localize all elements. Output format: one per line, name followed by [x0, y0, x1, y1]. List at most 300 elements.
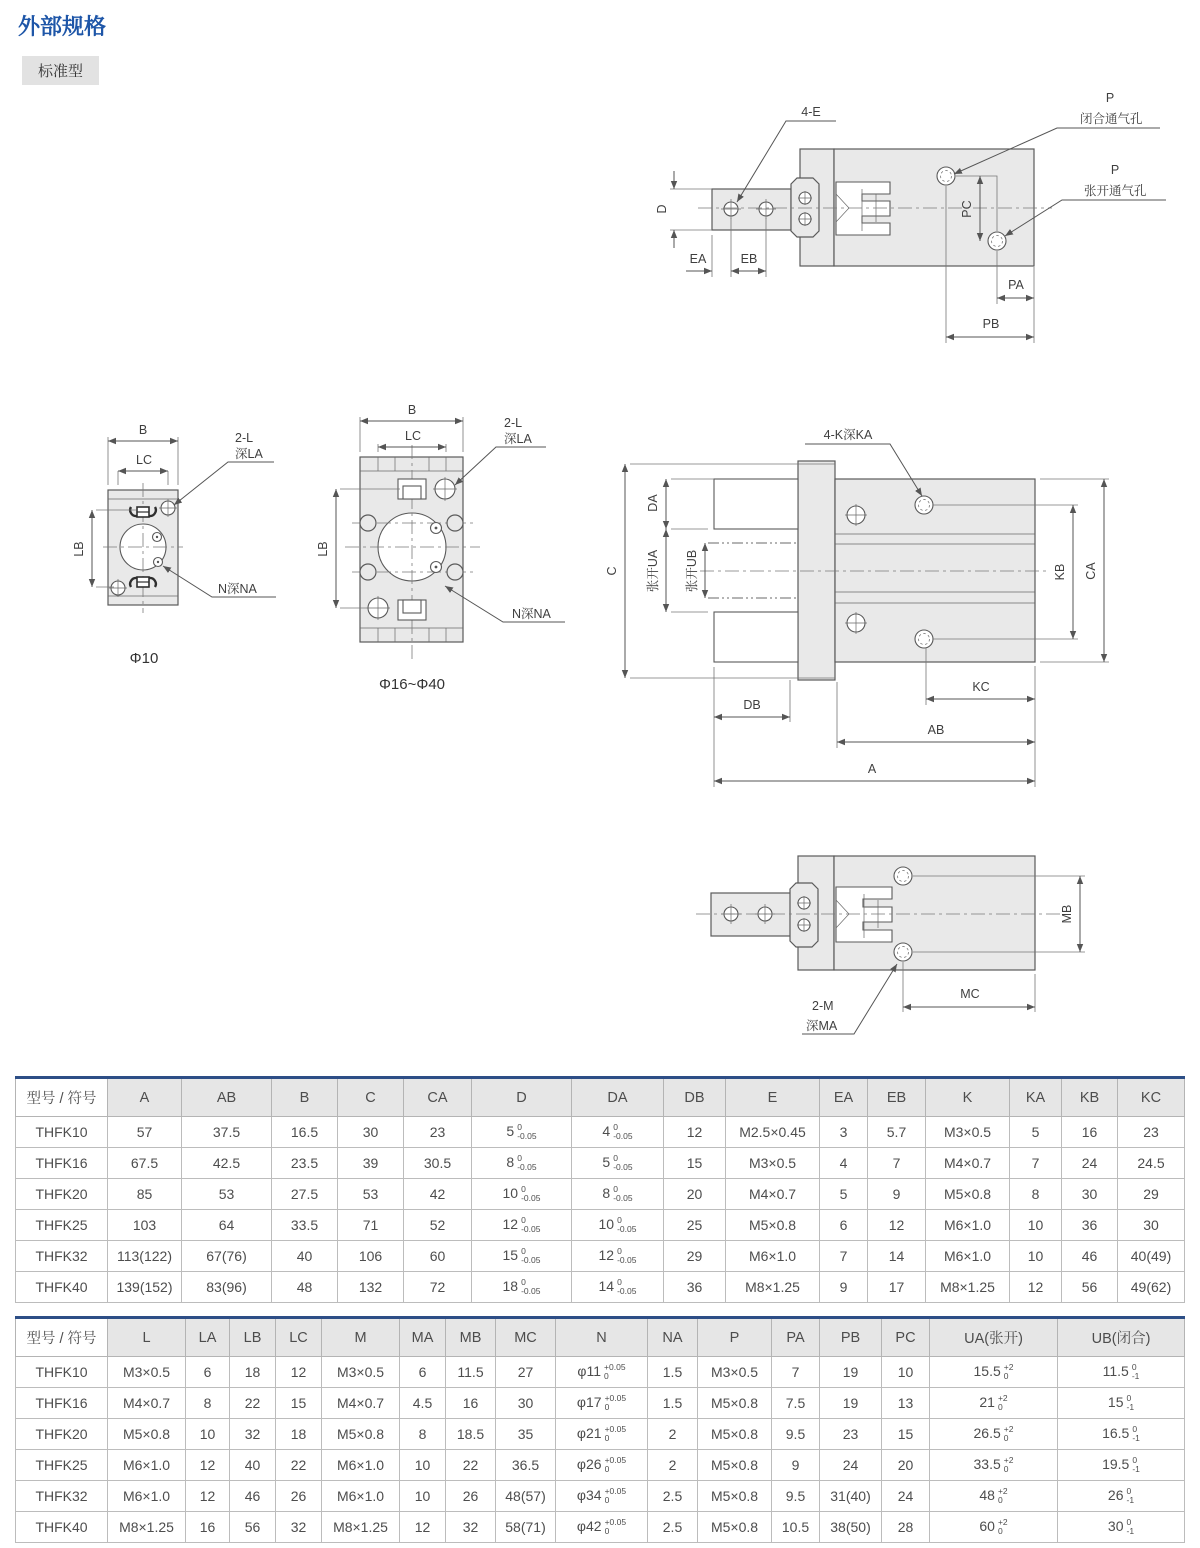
value-cell: M6×1.0	[108, 1450, 186, 1481]
value-cell: 15 0 -0.05	[472, 1241, 572, 1272]
table-header-row	[16, 1318, 1185, 1357]
value-cell: M4×0.7	[322, 1388, 400, 1419]
value-cell: 8 0 -0.05	[572, 1179, 664, 1210]
value-cell: 36	[1062, 1210, 1118, 1241]
value-cell: 30	[1118, 1210, 1185, 1241]
value-cell: 5 0 -0.05	[572, 1148, 664, 1179]
value-cell: M8×1.25	[108, 1512, 186, 1543]
value-cell: 5.7	[868, 1117, 926, 1148]
dim-label-a: A	[867, 762, 877, 776]
value-cell: 20	[664, 1179, 726, 1210]
value-cell: M6×1.0	[726, 1241, 820, 1272]
dim-label-lc: LC	[405, 429, 421, 443]
column-header: N	[556, 1318, 648, 1357]
value-cell: 42	[404, 1179, 472, 1210]
value-cell: 6	[186, 1357, 230, 1388]
value-cell: 12	[276, 1357, 322, 1388]
value-cell: 30	[496, 1388, 556, 1419]
value-cell: 49(62)	[1118, 1272, 1185, 1303]
value-cell: 22	[446, 1450, 496, 1481]
column-header: NA	[648, 1318, 698, 1357]
drawing-front-view-phi10	[60, 415, 280, 685]
value-cell: 32	[230, 1419, 276, 1450]
label-2l-depth: 深LA	[504, 432, 532, 446]
value-cell: 10	[400, 1481, 446, 1512]
value-cell: φ17 +0.05 0	[556, 1388, 648, 1419]
value-cell: 16	[446, 1388, 496, 1419]
value-cell: 30	[338, 1117, 404, 1148]
value-cell: 36.5	[496, 1450, 556, 1481]
dim-label-lb: LB	[72, 541, 86, 557]
column-header: UA(张开)	[930, 1318, 1058, 1357]
tolerance: 0 -1	[1126, 1393, 1135, 1413]
value-cell: M3×0.5	[726, 1148, 820, 1179]
value-cell: 1.5	[648, 1357, 698, 1388]
column-header: C	[338, 1078, 404, 1117]
tolerance: +0.05 0	[604, 1486, 627, 1506]
dim-label-d: D	[655, 204, 669, 214]
value-cell: 56	[230, 1512, 276, 1543]
value-cell: 12	[868, 1210, 926, 1241]
column-header: D	[472, 1078, 572, 1117]
value-cell: 23	[1118, 1117, 1185, 1148]
drawing-bottom-side-view	[640, 840, 1100, 1045]
value-cell: 19	[820, 1357, 882, 1388]
value-cell: 64	[182, 1210, 272, 1241]
column-header: M	[322, 1318, 400, 1357]
tolerance: 0 -0.05	[617, 1215, 637, 1235]
value-cell: 11.5	[446, 1357, 496, 1388]
dim-label-b: B	[407, 403, 417, 417]
value-cell: M5×0.8	[698, 1512, 772, 1543]
value-cell: M5×0.8	[698, 1419, 772, 1450]
value-cell: 10	[400, 1450, 446, 1481]
tolerance: +2 0	[1003, 1455, 1014, 1475]
caption-phi10: Φ10	[129, 650, 159, 667]
tolerance: +0.05 0	[604, 1393, 627, 1413]
value-cell: 53	[338, 1179, 404, 1210]
value-cell: 67.5	[108, 1148, 182, 1179]
value-cell: 12	[186, 1450, 230, 1481]
tolerance: 0 -1	[1131, 1362, 1140, 1382]
dimension-table-2	[15, 1316, 1185, 1543]
value-cell: 10	[186, 1419, 230, 1450]
value-cell: 106	[338, 1241, 404, 1272]
value-cell: 24	[820, 1450, 882, 1481]
value-cell: 103	[108, 1210, 182, 1241]
model-cell: THFK40	[16, 1272, 108, 1303]
value-cell: 72	[404, 1272, 472, 1303]
value-cell: 16	[1062, 1117, 1118, 1148]
dim-label-ab: AB	[927, 723, 945, 737]
value-cell: M8×1.25	[926, 1272, 1010, 1303]
model-cell: THFK20	[16, 1419, 108, 1450]
table-row	[16, 1272, 1185, 1303]
value-cell: 12	[186, 1481, 230, 1512]
value-cell: φ26 +0.05 0	[556, 1450, 648, 1481]
value-cell: 67(76)	[182, 1241, 272, 1272]
value-cell: 71	[338, 1210, 404, 1241]
value-cell: 18.5	[446, 1419, 496, 1450]
value-cell: 32	[446, 1512, 496, 1543]
dim-label-ub: 张开UB	[685, 549, 699, 593]
tolerance: +0.05 0	[604, 1424, 627, 1444]
value-cell: 7	[820, 1241, 868, 1272]
value-cell: 4.5	[400, 1388, 446, 1419]
value-cell: 14 0 -0.05	[572, 1272, 664, 1303]
dim-label-pc: PC	[960, 200, 974, 218]
value-cell: M5×0.8	[698, 1388, 772, 1419]
value-cell: 12	[1010, 1272, 1062, 1303]
value-cell: 83(96)	[182, 1272, 272, 1303]
value-cell: 19	[820, 1388, 882, 1419]
value-cell: M4×0.7	[726, 1179, 820, 1210]
value-cell: M4×0.7	[926, 1148, 1010, 1179]
dim-label-kc: KC	[972, 680, 990, 694]
value-cell: 30 0 -1	[1058, 1512, 1185, 1543]
value-cell: 48(57)	[496, 1481, 556, 1512]
value-cell: 26.5 +2 0	[930, 1419, 1058, 1450]
label-p-open-desc: 张开通气孔	[1084, 184, 1147, 198]
value-cell: 7	[772, 1357, 820, 1388]
value-cell: 23.5	[272, 1148, 338, 1179]
dim-label-ca: CA	[1084, 562, 1098, 580]
value-cell: 27.5	[272, 1179, 338, 1210]
model-cell: THFK20	[16, 1179, 108, 1210]
value-cell: M5×0.8	[322, 1419, 400, 1450]
value-cell: 2	[648, 1419, 698, 1450]
value-cell: 21 +2 0	[930, 1388, 1058, 1419]
dim-label-b: B	[138, 423, 148, 437]
value-cell: 4	[820, 1148, 868, 1179]
dim-label-pb: PB	[982, 317, 1000, 331]
label-4k: 4-K深KA	[823, 428, 873, 442]
column-header: KB	[1062, 1078, 1118, 1117]
table-row	[16, 1450, 1185, 1481]
label-4e: 4-E	[801, 105, 821, 119]
tolerance: 0 -1	[1132, 1455, 1140, 1475]
model-cell: THFK32	[16, 1481, 108, 1512]
model-cell: THFK16	[16, 1148, 108, 1179]
column-header: EA	[820, 1078, 868, 1117]
column-header: L	[108, 1318, 186, 1357]
value-cell: 9.5	[772, 1419, 820, 1450]
value-cell: 32	[276, 1512, 322, 1543]
tolerance: +0.05 0	[604, 1455, 627, 1475]
value-cell: 18	[276, 1419, 322, 1450]
drawing-large-side-view	[600, 415, 1140, 795]
label-n-na: N深NA	[218, 582, 257, 596]
value-cell: 30.5	[404, 1148, 472, 1179]
value-cell: M8×1.25	[322, 1512, 400, 1543]
value-cell: 7.5	[772, 1388, 820, 1419]
value-cell: 113(122)	[108, 1241, 182, 1272]
model-cell: THFK10	[16, 1357, 108, 1388]
value-cell: 60	[404, 1241, 472, 1272]
value-cell: 16	[186, 1512, 230, 1543]
tolerance: +0.05 0	[604, 1362, 626, 1382]
label-p-close: P	[1105, 91, 1115, 105]
tolerance: +0.05 0	[604, 1517, 627, 1537]
dim-label-pa: PA	[1008, 278, 1024, 292]
label-n-na: N深NA	[512, 607, 551, 621]
tolerance: 0 -0.05	[613, 1122, 633, 1142]
value-cell: 16.5 0 -1	[1058, 1419, 1185, 1450]
value-cell: M6×1.0	[322, 1481, 400, 1512]
column-header: PC	[882, 1318, 930, 1357]
value-cell: 12	[400, 1512, 446, 1543]
value-cell: 85	[108, 1179, 182, 1210]
value-cell: 56	[1062, 1272, 1118, 1303]
dim-label-lc: LC	[136, 453, 152, 467]
jaw-slot-bottom	[398, 600, 426, 620]
column-header: LC	[276, 1318, 322, 1357]
dim-label-db: DB	[743, 698, 761, 712]
value-cell: M5×0.8	[926, 1179, 1010, 1210]
value-cell: M6×1.0	[108, 1481, 186, 1512]
dim-label-mb: MB	[1060, 904, 1074, 924]
value-cell: M5×0.8	[726, 1210, 820, 1241]
value-cell: 2.5	[648, 1481, 698, 1512]
value-cell: 2.5	[648, 1512, 698, 1543]
table-row	[16, 1241, 1185, 1272]
column-header: 型号 / 符号	[16, 1318, 108, 1357]
dim-label-ua: 张开UA	[646, 549, 660, 593]
tolerance: 0 -0.05	[517, 1122, 537, 1142]
column-header: DA	[572, 1078, 664, 1117]
value-cell: 9	[772, 1450, 820, 1481]
arm	[711, 893, 792, 936]
column-header: UB(闭合)	[1058, 1318, 1185, 1357]
jaw-bottom	[714, 612, 798, 662]
value-cell: 8	[186, 1388, 230, 1419]
label-2l: 2-L	[504, 416, 523, 430]
value-cell: 38(50)	[820, 1512, 882, 1543]
tolerance: 0 -0.05	[613, 1153, 633, 1173]
value-cell: 26	[446, 1481, 496, 1512]
value-cell: 22	[230, 1388, 276, 1419]
value-cell: 4 0 -0.05	[572, 1117, 664, 1148]
value-cell: 33.5 +2 0	[930, 1450, 1058, 1481]
column-header: MC	[496, 1318, 556, 1357]
value-cell: M5×0.8	[698, 1481, 772, 1512]
page-title: 外部规格	[18, 14, 107, 39]
dim-label-lb: LB	[316, 541, 330, 557]
value-cell: 28	[882, 1512, 930, 1543]
label-p-close-desc: 闭合通气孔	[1080, 112, 1143, 126]
label-2l: 2-L	[235, 431, 254, 445]
value-cell: 16.5	[272, 1117, 338, 1148]
value-cell: 11.5 0 -1	[1058, 1357, 1185, 1388]
value-cell: 25	[664, 1210, 726, 1241]
table-row	[16, 1512, 1185, 1543]
value-cell: 17	[868, 1272, 926, 1303]
column-header: LA	[186, 1318, 230, 1357]
value-cell: 39	[338, 1148, 404, 1179]
drawing-top-side-view	[640, 85, 1200, 345]
tolerance: +2 0	[1003, 1424, 1014, 1444]
mechanism	[836, 887, 892, 942]
value-cell: 8	[400, 1419, 446, 1450]
tolerance: 0 -0.05	[517, 1153, 537, 1173]
dim-label-eb: EB	[740, 252, 758, 266]
value-cell: 53	[182, 1179, 272, 1210]
dim-label-kb: KB	[1053, 563, 1067, 581]
value-cell: 5	[1010, 1117, 1062, 1148]
model-cell: THFK25	[16, 1210, 108, 1241]
clevis	[790, 883, 818, 947]
value-cell: 10 0 -0.05	[572, 1210, 664, 1241]
value-cell: 132	[338, 1272, 404, 1303]
column-header: EB	[868, 1078, 926, 1117]
value-cell: 24.5	[1118, 1148, 1185, 1179]
dim-label-c: C	[605, 566, 619, 576]
table-row	[16, 1357, 1185, 1388]
model-cell: THFK40	[16, 1512, 108, 1543]
value-cell: M6×1.0	[322, 1450, 400, 1481]
value-cell: 3	[820, 1117, 868, 1148]
value-cell: 8 0 -0.05	[472, 1148, 572, 1179]
column-header: E	[726, 1078, 820, 1117]
dim-label-da: DA	[646, 494, 660, 512]
value-cell: 15.5 +2 0	[930, 1357, 1058, 1388]
tolerance: 0 -0.05	[521, 1215, 541, 1235]
value-cell: 26 0 -1	[1058, 1481, 1185, 1512]
value-cell: 15	[276, 1388, 322, 1419]
value-cell: M2.5×0.45	[726, 1117, 820, 1148]
value-cell: M4×0.7	[108, 1388, 186, 1419]
value-cell: 24	[1062, 1148, 1118, 1179]
value-cell: 5 0 -0.05	[472, 1117, 572, 1148]
value-cell: 10	[1010, 1241, 1062, 1272]
dim-label-ea: EA	[689, 252, 707, 266]
table-row	[16, 1117, 1185, 1148]
body	[835, 479, 1035, 662]
value-cell: 20	[882, 1450, 930, 1481]
value-cell: 26	[276, 1481, 322, 1512]
closing-port	[937, 167, 955, 185]
column-header: P	[698, 1318, 772, 1357]
value-cell: 27	[496, 1357, 556, 1388]
value-cell: 35	[496, 1419, 556, 1450]
value-cell: φ42 +0.05 0	[556, 1512, 648, 1543]
tolerance: 0 -0.05	[617, 1246, 637, 1266]
table-row	[16, 1419, 1185, 1450]
tolerance: 0 -1	[1126, 1486, 1135, 1506]
value-cell: 13	[882, 1388, 930, 1419]
value-cell: 36	[664, 1272, 726, 1303]
value-cell: M3×0.5	[698, 1357, 772, 1388]
value-cell: 15	[882, 1419, 930, 1450]
value-cell: 40	[230, 1450, 276, 1481]
clevis	[791, 178, 819, 237]
value-cell: 8	[1010, 1179, 1062, 1210]
value-cell: M6×1.0	[926, 1210, 1010, 1241]
tolerance: +2 0	[997, 1517, 1008, 1537]
model-cell: THFK10	[16, 1117, 108, 1148]
column-header: PA	[772, 1318, 820, 1357]
value-cell: 10	[1010, 1210, 1062, 1241]
value-cell: 33.5	[272, 1210, 338, 1241]
value-cell: 10 0 -0.05	[472, 1179, 572, 1210]
label-2m: 2-M	[812, 999, 834, 1013]
value-cell: 139(152)	[108, 1272, 182, 1303]
table-row	[16, 1388, 1185, 1419]
value-cell: φ34 +0.05 0	[556, 1481, 648, 1512]
column-header: KC	[1118, 1078, 1185, 1117]
tolerance: 0 -0.05	[613, 1184, 633, 1204]
value-cell: 40(49)	[1118, 1241, 1185, 1272]
tolerance: 0 -0.05	[521, 1277, 541, 1297]
value-cell: 23	[404, 1117, 472, 1148]
tolerance: +2 0	[1003, 1362, 1014, 1382]
tolerance: 0 -1	[1126, 1517, 1135, 1537]
value-cell: M6×1.0	[926, 1241, 1010, 1272]
value-cell: M5×0.8	[108, 1419, 186, 1450]
column-header: B	[272, 1078, 338, 1117]
opening-port	[988, 232, 1006, 250]
value-cell: 18 0 -0.05	[472, 1272, 572, 1303]
model-cell: THFK16	[16, 1388, 108, 1419]
tolerance: +2 0	[997, 1486, 1008, 1506]
value-cell: 48	[272, 1272, 338, 1303]
value-cell: 9.5	[772, 1481, 820, 1512]
tolerance: +2 0	[997, 1393, 1008, 1413]
value-cell: 15	[664, 1148, 726, 1179]
value-cell: 12 0 -0.05	[572, 1241, 664, 1272]
column-header: MB	[446, 1318, 496, 1357]
column-header: PB	[820, 1318, 882, 1357]
dimension-table-1	[15, 1076, 1185, 1303]
model-cell: THFK32	[16, 1241, 108, 1272]
column-header: A	[108, 1078, 182, 1117]
tolerance: 0 -0.05	[521, 1246, 541, 1266]
value-cell: 31(40)	[820, 1481, 882, 1512]
value-cell: 18	[230, 1357, 276, 1388]
tolerance: 0 -1	[1132, 1424, 1140, 1444]
table-row	[16, 1148, 1185, 1179]
table-row	[16, 1179, 1185, 1210]
tolerance: 0 -0.05	[617, 1277, 637, 1297]
value-cell: φ11 +0.05 0	[556, 1357, 648, 1388]
column-header: LB	[230, 1318, 276, 1357]
table-row	[16, 1481, 1185, 1512]
model-cell: THFK25	[16, 1450, 108, 1481]
value-cell: 7	[1010, 1148, 1062, 1179]
value-cell: 6	[400, 1357, 446, 1388]
value-cell: M5×0.8	[698, 1450, 772, 1481]
value-cell: M3×0.5	[108, 1357, 186, 1388]
value-cell: 30	[1062, 1179, 1118, 1210]
value-cell: φ21 +0.05 0	[556, 1419, 648, 1450]
value-cell: 46	[230, 1481, 276, 1512]
mechanism	[836, 182, 890, 235]
value-cell: 52	[404, 1210, 472, 1241]
label-2m-depth: 深MA	[806, 1019, 838, 1033]
value-cell: 40	[272, 1241, 338, 1272]
value-cell: 12 0 -0.05	[472, 1210, 572, 1241]
value-cell: 2	[648, 1450, 698, 1481]
table-row	[16, 1210, 1185, 1241]
value-cell: M8×1.25	[726, 1272, 820, 1303]
column-header: MA	[400, 1318, 446, 1357]
tolerance: 0 -0.05	[521, 1184, 541, 1204]
flange	[798, 461, 835, 680]
value-cell: 23	[820, 1419, 882, 1450]
value-cell: 1.5	[648, 1388, 698, 1419]
value-cell: 14	[868, 1241, 926, 1272]
value-cell: 24	[882, 1481, 930, 1512]
